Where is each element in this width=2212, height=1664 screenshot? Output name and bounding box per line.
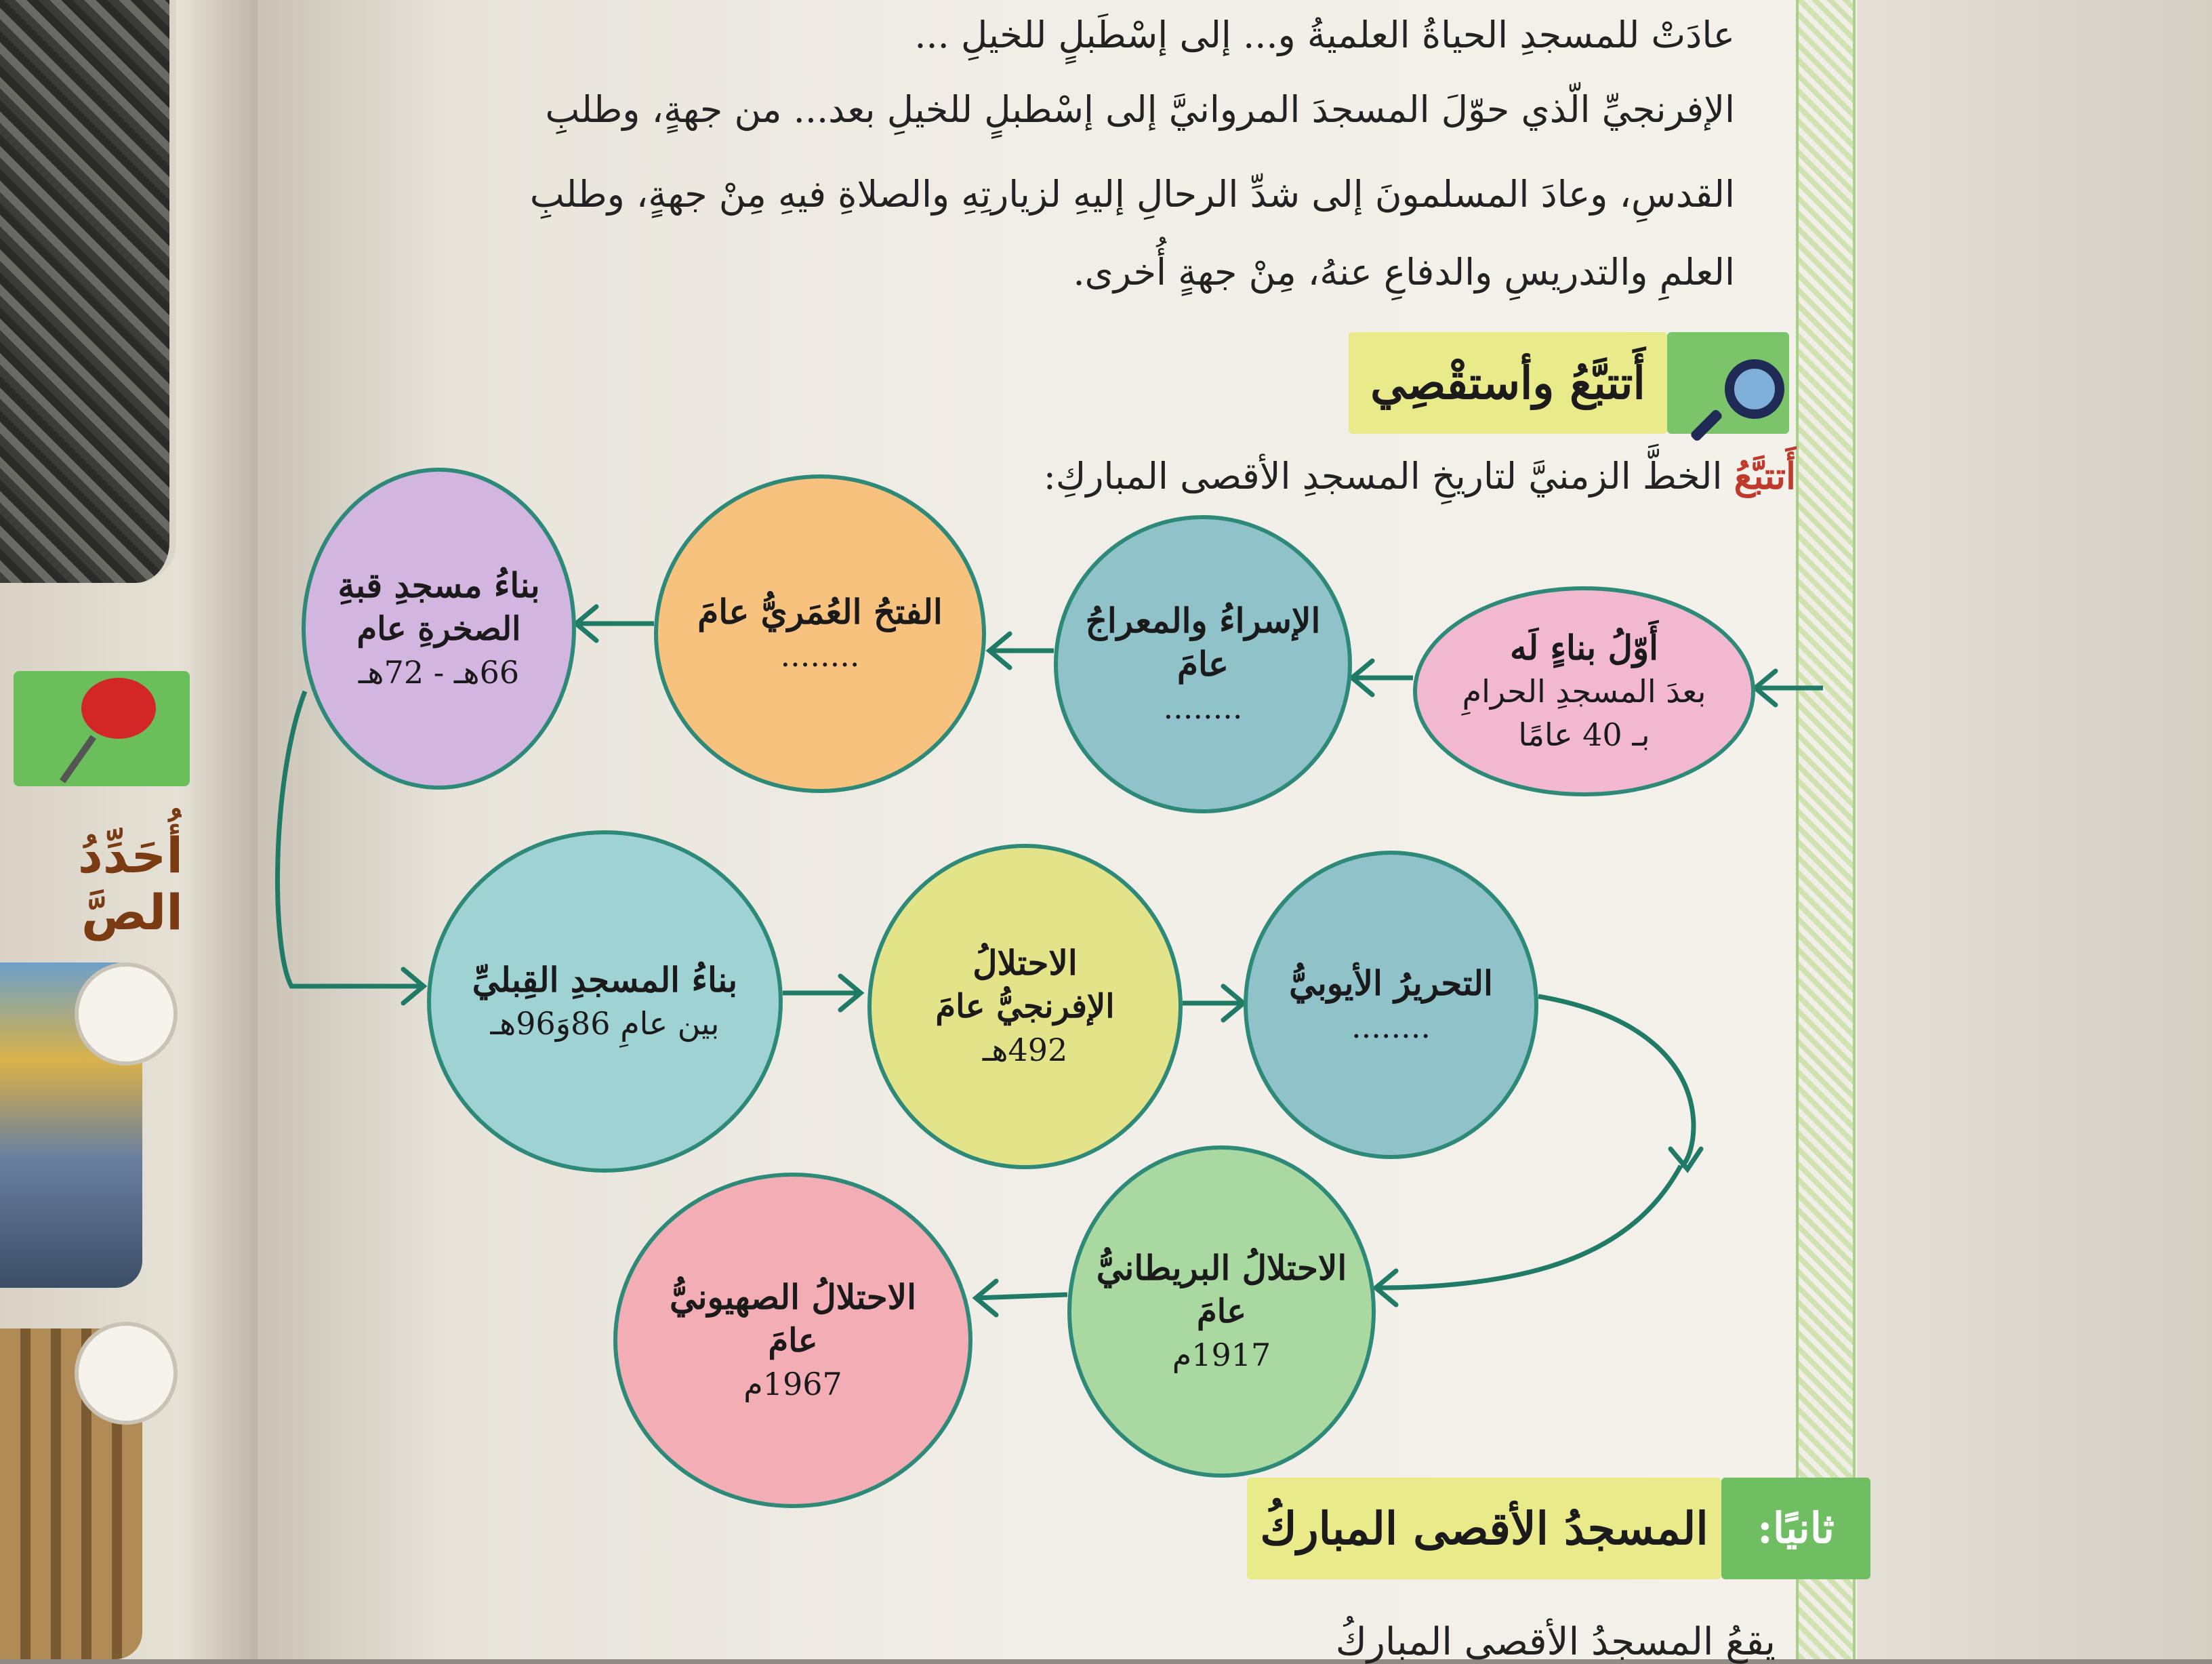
arrow-n7-bend bbox=[1538, 996, 1694, 1166]
node-text: عامَ bbox=[1197, 1293, 1246, 1331]
node-text: بعدَ المسجدِ الحرامِ bbox=[1462, 673, 1706, 710]
node-text: التحريرُ الأيوبيُّ bbox=[1289, 962, 1493, 1003]
arrow-n8-n9 bbox=[976, 1295, 1067, 1298]
timeline-node-first-building bbox=[1413, 586, 1755, 796]
timeline-node-zionist-occupation bbox=[613, 1173, 972, 1508]
paragraph-line: عادَتْ للمسجدِ الحياةُ العلميةُ و... إلى إسْطَبلٍ للخيلِ ... bbox=[914, 14, 1735, 56]
instruction-verb: أَتتبَّعُ bbox=[1734, 454, 1796, 498]
node-text: الصخرةِ عام bbox=[356, 609, 521, 648]
node-text: 66هـ - 72هـ bbox=[358, 653, 520, 691]
node-text: بين عامِ 86وَ96هـ bbox=[490, 1005, 720, 1042]
paragraph-line: الإفرنجيِّ الّذي حوّلَ المسجدَ المروانيَّ إلى إسْطبلٍ للخيلِ بعد... من جهةٍ، وطلبِ bbox=[545, 88, 1735, 131]
section-number: ثانيًا: bbox=[1721, 1478, 1870, 1579]
node-text: الاحتلالُ البريطانيُّ bbox=[1096, 1248, 1347, 1288]
node-blank: ........ bbox=[1163, 689, 1243, 726]
paragraph-line: العلمِ والتدريسِ والدفاعِ عنهُ، مِنْ جهةٍ أُخرى. bbox=[1073, 251, 1735, 293]
timeline-node-umari-conquest bbox=[654, 474, 986, 793]
sidebar-label: أُحَدِّدُ الصَّ bbox=[77, 827, 183, 941]
node-text: بناءُ المسجدِ القِبليِّ bbox=[472, 959, 738, 1000]
arrow-n7-n8 bbox=[1376, 1166, 1681, 1288]
node-text: 1967م bbox=[743, 1365, 842, 1402]
timeline-node-qibli-mosque bbox=[427, 830, 783, 1173]
node-text: 492هـ bbox=[982, 1032, 1068, 1068]
section-title: المسجدُ الأقصى المباركُ bbox=[1247, 1478, 1721, 1579]
node-text: عامَ bbox=[768, 1321, 818, 1360]
node-blank: ........ bbox=[1351, 1008, 1431, 1045]
paragraph-line: القدسِ، وعادَ المسلمونَ إلى شدِّ الرحالِ إليهِ لزيارتِهِ والصلاةِ فيهِ مِنْ جهةٍ، وطلبِ bbox=[529, 173, 1735, 216]
timeline-node-isra-miraj bbox=[1054, 515, 1352, 813]
timeline-node-frankish-occupation bbox=[867, 844, 1183, 1169]
node-blank: ........ bbox=[780, 637, 860, 674]
timeline-node-british-occupation bbox=[1067, 1145, 1376, 1478]
node-text: الإسراءُ والمعراجُ عامَ bbox=[1085, 601, 1321, 684]
node-text: 1917م bbox=[1172, 1337, 1271, 1373]
activity-title: أَتتبَّعُ وأستقْصِي bbox=[1349, 332, 1667, 434]
node-text: الاحتلالُ bbox=[972, 943, 1078, 983]
node-text: الإفرنجيُّ عامَ bbox=[935, 988, 1115, 1026]
timeline-node-dome-of-rock bbox=[302, 468, 576, 790]
bottom-text: يقعُ المسجدُ الأقصى المباركُ bbox=[1335, 1620, 1776, 1664]
node-text: بـ 40 عامًا bbox=[1518, 716, 1650, 753]
node-text: الفتحُ العُمَريُّ عامَ bbox=[697, 592, 943, 632]
node-text: بناءُ مسجدِ قبةِ bbox=[337, 565, 540, 605]
node-text: أَوّلُ بناءٍ لَه bbox=[1510, 628, 1658, 668]
timeline-node-ayyubid-liberation bbox=[1244, 851, 1538, 1159]
node-text: الاحتلالُ الصهيونيُّ bbox=[670, 1276, 917, 1317]
instruction-text: الخطَّ الزمنيَّ لتاريخِ المسجدِ الأقصى المباركِ: bbox=[1043, 455, 1734, 498]
